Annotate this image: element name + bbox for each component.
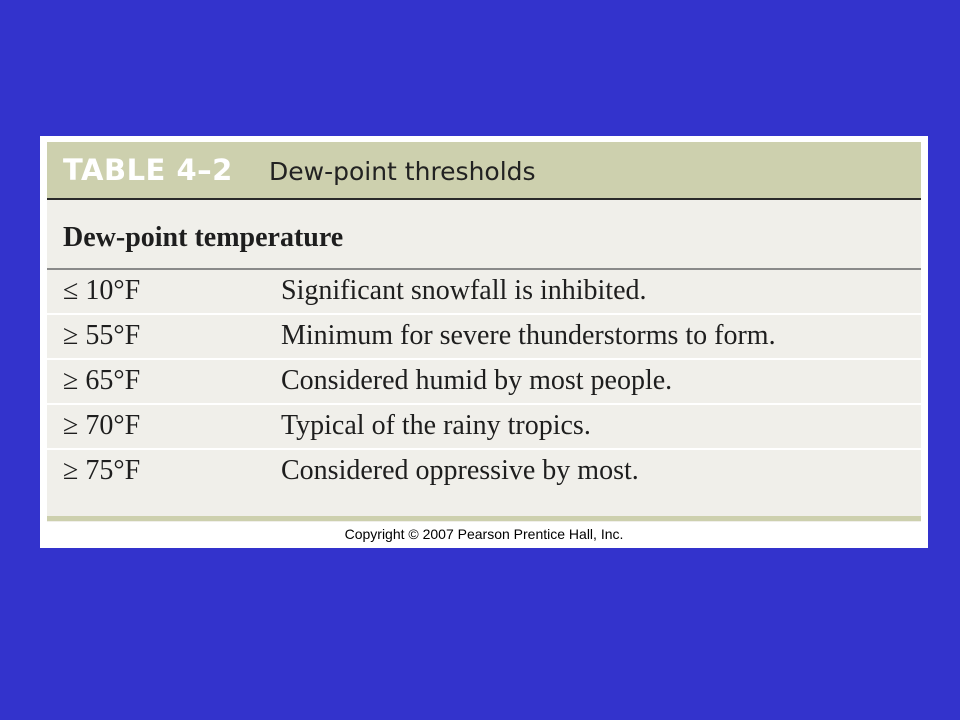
row-temperature: ≤ 10°F bbox=[63, 275, 141, 306]
copyright-notice: Copyright © 2007 Pearson Prentice Hall, Inc. bbox=[344, 526, 624, 542]
table-title-bar bbox=[47, 142, 921, 200]
row-description: Typical of the rainy tropics. bbox=[281, 410, 591, 441]
slide-card bbox=[40, 136, 928, 548]
column-header: Dew-point temperature bbox=[63, 222, 344, 253]
table-number: TABLE 4–2 bbox=[63, 153, 233, 187]
table-row bbox=[47, 360, 921, 405]
table-row bbox=[47, 315, 921, 360]
row-temperature: ≥ 75°F bbox=[63, 455, 141, 486]
table-row bbox=[47, 405, 921, 450]
row-description: Considered humid by most people. bbox=[281, 365, 673, 396]
table-row bbox=[47, 270, 921, 315]
row-description: Minimum for severe thunderstorms to form. bbox=[281, 320, 776, 351]
row-temperature: ≥ 70°F bbox=[63, 410, 141, 441]
row-temperature: ≥ 65°F bbox=[63, 365, 141, 396]
row-description: Significant snowfall is inhibited. bbox=[281, 275, 647, 306]
table-body bbox=[47, 270, 921, 493]
dew-point-table bbox=[47, 142, 921, 522]
row-temperature: ≥ 55°F bbox=[63, 320, 141, 351]
table-row bbox=[47, 450, 921, 493]
row-description: Considered oppressive by most. bbox=[281, 455, 639, 486]
table-title: Dew-point thresholds bbox=[269, 157, 536, 186]
bottom-divider bbox=[47, 516, 921, 521]
